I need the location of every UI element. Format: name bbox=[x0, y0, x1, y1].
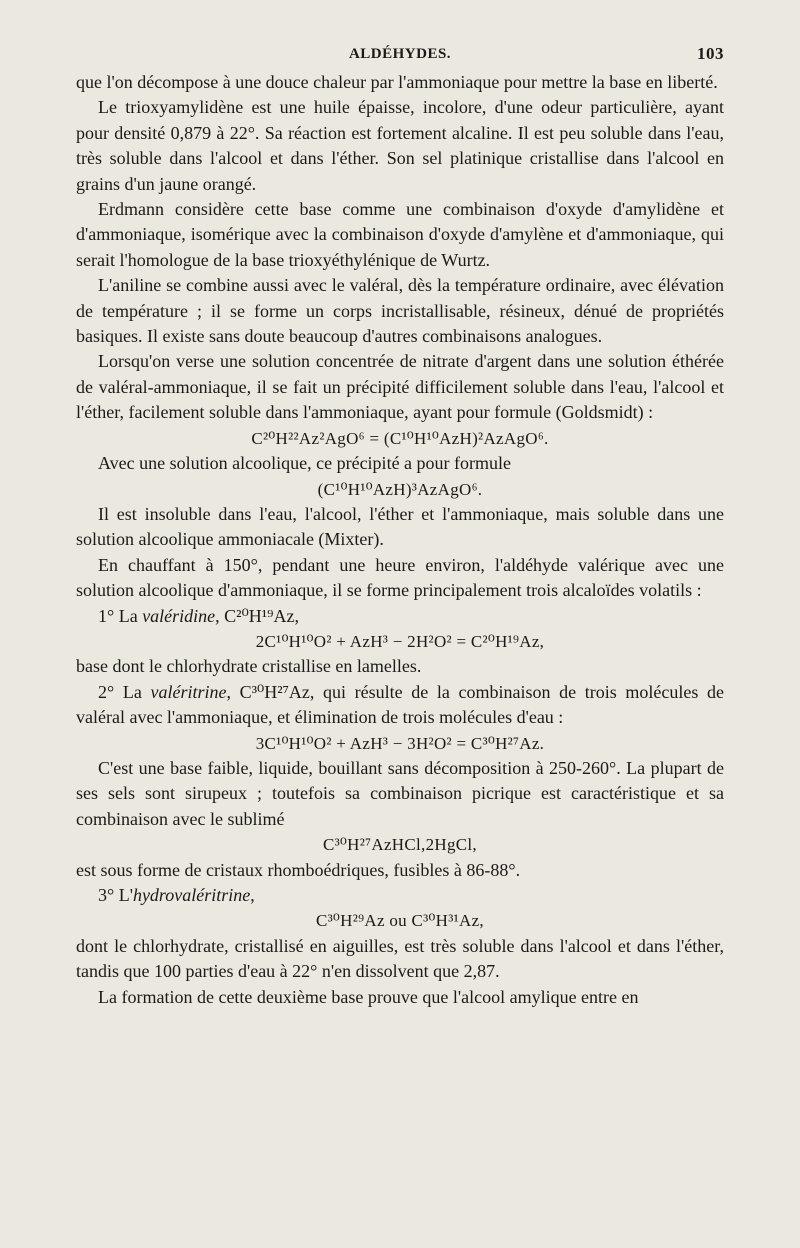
paragraph: C'est une base faible, liquide, bouillant sans décomposition à 250-260°. La plupart de ses sels sont sirupeux ; toutefois sa combinaison picrique est caractéristique et sa combinaison avec le sublimé bbox=[76, 757, 724, 829]
paragraph: que l'on décompose à une douce chaleur par l'ammoniaque pour mettre la base en liberté. bbox=[76, 72, 718, 92]
list-item bbox=[76, 883, 724, 908]
chemical-formula: C²⁰H²²Az²AgO⁶ = (C¹⁰H¹⁰AzH)²AzAgO⁶. bbox=[251, 428, 549, 448]
running-title: ALDÉHYDES. bbox=[348, 46, 452, 62]
paragraph: La formation de cette deuxième base prouve que l'alcool amylique entre en bbox=[98, 986, 639, 1007]
item-suffix: , C²⁰H¹⁹Az, bbox=[215, 605, 299, 626]
paragraph: Lorsqu'on verse une solution concentrée de nitrate d'argent dans une solution éthérée de valéral-ammoniaque, il se fait un précipité difficilement soluble dans l'eau, l'alcool et l'éther, facilement soluble dans l'ammoniaque, ayant pour formule (Goldsmidt) : bbox=[76, 351, 724, 423]
paragraph: En chauffant à 150°, pendant une heure environ, l'aldéhyde valérique avec une solution alcoolique d'ammoniaque, il se forme principalement trois alcaloïdes volatils : bbox=[76, 554, 724, 601]
body-text bbox=[76, 70, 724, 1010]
item-suffix: , C³⁰H²⁷Az, qui résulte de la combinaison de trois molécules de valéral avec l'ammoniaque, et élimination de trois molécules d'eau : bbox=[76, 681, 724, 728]
page-header bbox=[76, 44, 724, 70]
page-number: 103 bbox=[697, 44, 724, 63]
paragraph: Le trioxyamylidène est une huile épaisse, incolore, d'une odeur particulière, ayant pour densité 0,879 à 22°. Sa réaction est fortement alcaline. Il est peu soluble dans l'eau, très soluble dans l'alcool et dans l'éther. Son sel platinique cristallise dans l'alcool en grains d'un jaune orangé. bbox=[76, 97, 724, 194]
item-suffix: , bbox=[250, 885, 255, 905]
item-prefix: 2° La bbox=[98, 681, 151, 702]
chemical-formula: C³⁰H²⁹Az ou C³⁰H³¹Az, bbox=[316, 911, 484, 931]
paragraph: Avec une solution alcoolique, ce précipité a pour formule bbox=[98, 453, 512, 474]
paragraph: Il est insoluble dans l'eau, l'alcool, l'éther et l'ammoniaque, mais soluble dans une solution alcoolique ammoniacale (Mixter). bbox=[76, 503, 724, 550]
paragraph: L'aniline se combine aussi avec le valéral, dès la température ordinaire, avec élévation de température ; il se forme un corps incristallisable, résineux, dénué de propriétés basiques. Il existe sans doute beaucoup d'autres combinaisons analogues. bbox=[76, 275, 724, 347]
list-item bbox=[76, 680, 724, 731]
chemical-formula: 3C¹⁰H¹⁰O² + AzH³ − 3H²O² = C³⁰H²⁷Az. bbox=[255, 733, 545, 753]
list-item bbox=[76, 604, 724, 629]
compound-name: valéridine bbox=[142, 605, 216, 626]
compound-name: valéritrine bbox=[150, 681, 227, 702]
chemical-formula: (C¹⁰H¹⁰AzH)³AzAgO⁶. bbox=[317, 479, 483, 499]
paragraph: dont le chlorhydrate, cristallisé en aiguilles, est très soluble dans l'alcool et dans l'éther, tandis que 100 parties d'eau à 22° n'en dissolvent que 2,87. bbox=[76, 935, 724, 982]
compound-name: hydrovaléritrine bbox=[132, 885, 251, 905]
paragraph: base dont le chlorhydrate cristallise en lamelles. bbox=[76, 656, 422, 677]
item-prefix: 1° La bbox=[98, 605, 143, 626]
paragraph: est sous forme de cristaux rhomboédriques, fusibles à 86-88°. bbox=[76, 859, 521, 880]
item-prefix: 3° L' bbox=[98, 885, 133, 905]
chemical-formula: C³⁰H²⁷AzHCl,2HgCl, bbox=[323, 835, 477, 855]
chemical-formula: 2C¹⁰H¹⁰O² + AzH³ − 2H²O² = C²⁰H¹⁹Az, bbox=[255, 631, 545, 651]
paragraph: Erdmann considère cette base comme une combinaison d'oxyde d'amylidène et d'ammoniaque, isomérique avec la combinaison d'oxyde d'amylène et d'ammoniaque, qui serait l'homologue de la base trioxyéthylénique de Wurtz. bbox=[76, 199, 724, 270]
